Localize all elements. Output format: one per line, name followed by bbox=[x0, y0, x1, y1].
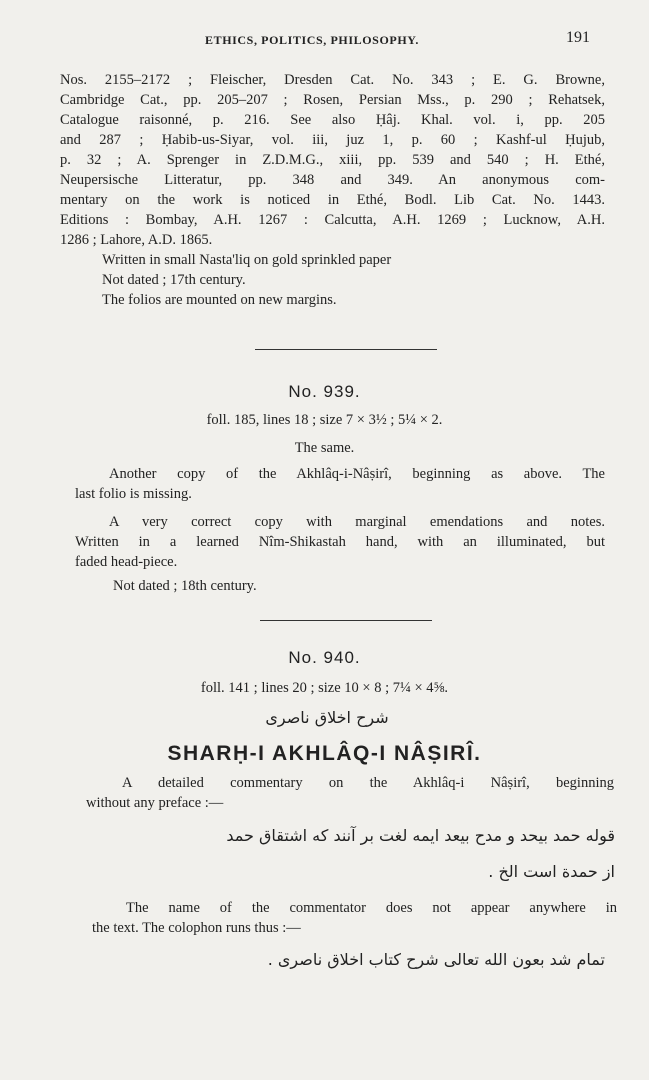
text-line: Another copy of the Akhlâq-i-Nâṣirî, beginning as above. The bbox=[109, 466, 605, 482]
text-line: Nos. 2155–2172 ; Fleischer, Dresden Cat. No. 343 ; E. G. Browne, bbox=[60, 72, 605, 88]
incipit-line: قوله حمد بیحد و مدح بیعد ایمه لغت بر آنند که اشتقاق حمد bbox=[226, 826, 615, 845]
entry-title-939: The same. bbox=[294, 440, 355, 456]
arabic-title: شرح اخلاق ناصری bbox=[265, 708, 389, 727]
text-line: 1286 ; Lahore, A.D. 1865. bbox=[60, 232, 213, 248]
running-head-title: ETHICS, POLITICS, PHILOSOPHY. bbox=[205, 33, 420, 47]
note-line: Written in small Nasta'liq on gold sprinkled paper bbox=[102, 252, 392, 268]
date-line: Not dated ; 18th century. bbox=[113, 578, 257, 594]
text-line: and 287 ; Ḥabib-us-Siyar, vol. iii, juz 1, p. 60 ; Kashf-ul Ḥujub, bbox=[60, 132, 605, 148]
text-line: The name of the commentator does not appear anywhere in bbox=[126, 900, 617, 916]
page-number: 191 bbox=[566, 29, 590, 46]
text-line: Editions : Bombay, A.H. 1267 : Calcutta, A.H. 1269 ; Lucknow, A.H. bbox=[60, 212, 605, 228]
collation-939: foll. 185, lines 18 ; size 7 × 3½ ; 5¼ × 2. bbox=[206, 412, 443, 428]
colophon-line: تمام شد بعون الله تعالی شرح کتاب اخلاق ناصری . bbox=[267, 950, 605, 969]
section-divider bbox=[255, 349, 437, 350]
description-939 bbox=[75, 464, 605, 596]
running-head bbox=[0, 29, 649, 53]
text-line: Written in a learned Nîm-Shikastah hand, with an illuminated, but bbox=[75, 534, 605, 550]
collation-940: foll. 141 ; lines 20 ; size 10 × 8 ; 7¼ × 4⅝. bbox=[200, 680, 449, 696]
text-line: A detailed commentary on the Akhlâq-i Nâṣirî, beginning bbox=[122, 775, 614, 791]
text-line: mentary on the work is noticed in Ethé, Bodl. Lib Cat. No. 1443. bbox=[60, 192, 605, 208]
text-line: last folio is missing. bbox=[75, 486, 192, 502]
text-line: the text. The colophon runs thus :— bbox=[92, 920, 301, 936]
colophon-intro bbox=[92, 898, 617, 938]
references-paragraph bbox=[60, 70, 605, 310]
note-line: The folios are mounted on new margins. bbox=[102, 292, 337, 308]
text-line: faded head-piece. bbox=[75, 554, 178, 570]
text-line: Neupersische Litteratur, pp. 348 and 349. An anonymous com- bbox=[60, 172, 605, 188]
text-line: Cambridge Cat., pp. 205–207 ; Rosen, Persian Mss., p. 290 ; Rehatsek, bbox=[60, 92, 605, 108]
text-line: without any preface :— bbox=[86, 795, 224, 811]
incipit-line: از حمدة است الخ . bbox=[488, 862, 615, 881]
text-line: A very correct copy with marginal emendations and notes. bbox=[109, 514, 605, 530]
text-line: p. 32 ; A. Sprenger in Z.D.M.G., xiii, pp. 539 and 540 ; H. Ethé, bbox=[60, 152, 605, 168]
entry-title-940: SHARḤ-I AKHLÂQ-I NÂṢIRÎ. bbox=[167, 742, 482, 765]
note-line: Not dated ; 17th century. bbox=[102, 272, 246, 288]
description-940 bbox=[86, 773, 614, 813]
text-line: Catalogue raisonné, p. 216. See also Ḥâj. Khal. vol. i, pp. 205 bbox=[60, 112, 605, 128]
entry-number-940: No. 940. bbox=[288, 648, 361, 667]
section-divider bbox=[260, 620, 432, 621]
entry-number-939: No. 939. bbox=[288, 382, 361, 401]
